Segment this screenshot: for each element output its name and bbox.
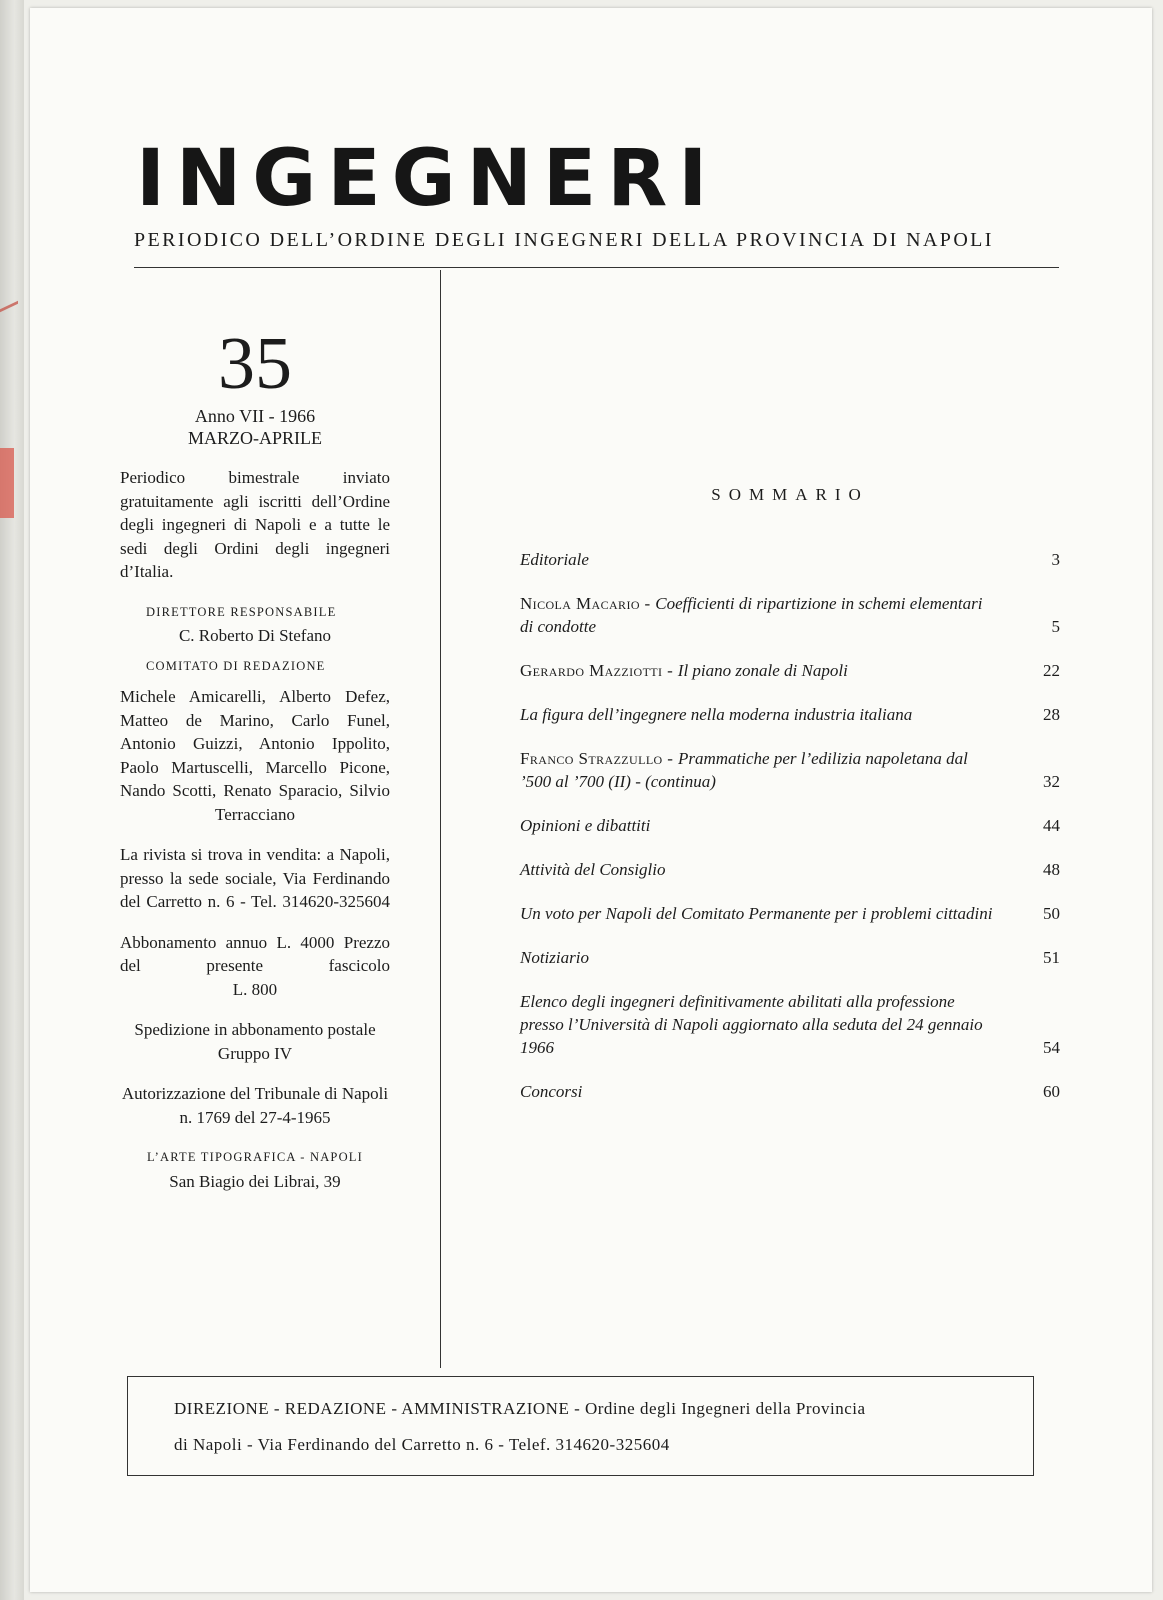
printer-label: L’ARTE TIPOGRAFICA - NAPOLI xyxy=(146,1150,364,1164)
toc-entry[interactable] xyxy=(520,902,1060,925)
toc-entry[interactable] xyxy=(520,946,1060,969)
toc-page-number: 60 xyxy=(1043,1082,1060,1101)
toc-entry[interactable] xyxy=(520,548,1060,571)
sale-info: La rivista si trova in vendita: a Napoli, presso la sede sociale, Via Ferdinando del Carretto n. 6 - Tel. 314620-325604 xyxy=(120,845,390,911)
table-of-contents xyxy=(520,548,1060,1124)
toc-page-number: 50 xyxy=(1043,904,1060,923)
issue-price: L. 800 xyxy=(232,979,278,999)
footer-line-2: di Napoli - Via Ferdinando del Carretto n. 6 - Telef. 314620-325604 xyxy=(174,1435,670,1454)
footer-address-box xyxy=(127,1376,1034,1476)
toc-page-number: 48 xyxy=(1043,860,1060,879)
toc-title: La figura dell’ingegnere nella moderna industria italiana xyxy=(520,705,913,724)
sommario-heading: SOMMARIO xyxy=(711,485,869,504)
committee-members: Michele Amicarelli, Alberto Defez, Matteo de Marino, Carlo Funel, Antonio Guizzi, Antonio Ippolito, Paolo Martuscelli, Marcello Picone, Nando Scotti, Renato Sparacio, Silvio xyxy=(120,687,390,800)
toc-title: Coefficienti di ripartizione in schemi elementari di condotte xyxy=(520,594,983,636)
toc-entry[interactable] xyxy=(520,659,1060,682)
toc-page-number: 28 xyxy=(1043,705,1060,724)
toc-title: Il piano zonale di Napoli xyxy=(677,661,848,680)
subscription-info: Abbonamento annuo L. 4000 Prezzo del presente fascicolo xyxy=(120,932,390,975)
masthead-title: INGEGNERI xyxy=(136,134,719,224)
postal-info: Spedizione in abbonamento postale Gruppo IV xyxy=(134,1020,376,1063)
header-divider xyxy=(134,267,1059,268)
toc-title: Concorsi xyxy=(520,1082,583,1101)
director-name: C. Roberto Di Stefano xyxy=(178,626,332,645)
toc-entry[interactable] xyxy=(520,703,1060,726)
printer-address: San Biagio dei Librai, 39 xyxy=(169,1171,341,1191)
committee-last-member: Terracciano xyxy=(215,804,295,824)
toc-page-number: 44 xyxy=(1043,816,1060,835)
toc-page-number: 32 xyxy=(1043,772,1060,791)
issue-number: 35 xyxy=(218,323,292,405)
toc-title: Editoriale xyxy=(520,550,589,569)
toc-author: Gerardo Mazziotti - xyxy=(520,661,678,680)
toc-entry[interactable] xyxy=(520,814,1060,837)
binding-spine xyxy=(0,0,24,1600)
footer-line-1: DIREZIONE - REDAZIONE - AMMINISTRAZIONE - Ordine degli Ingegneri della Provincia xyxy=(174,1399,866,1418)
toc-entry[interactable] xyxy=(520,592,1060,638)
spine-mark xyxy=(0,301,18,352)
toc-page-number: 54 xyxy=(1043,1038,1060,1057)
toc-title: Notiziario xyxy=(520,948,589,967)
toc-entry[interactable] xyxy=(520,858,1060,881)
column-divider xyxy=(440,270,441,1368)
toc-title: Attività del Consiglio xyxy=(520,860,666,879)
toc-author: Nicola Macario - xyxy=(520,594,656,613)
issue-year: Anno VII - 1966 xyxy=(194,406,316,426)
toc-page-number: 5 xyxy=(1051,617,1060,636)
toc-entry[interactable] xyxy=(520,1080,1060,1103)
toc-title: Un voto per Napoli del Comitato Permanente per i problemi cittadini xyxy=(520,904,993,923)
toc-title: Prammatiche per l’edilizia napoletana dal ’500 al ’700 (II) - (continua) xyxy=(520,749,968,791)
authorization-info: Autorizzazione del Tribunale di Napoli n. 1769 del 27-4-1965 xyxy=(121,1084,389,1127)
toc-title: Opinioni e dibattiti xyxy=(520,816,651,835)
toc-page-number: 3 xyxy=(1051,550,1060,569)
colophon-column xyxy=(120,325,390,1193)
toc-page-number: 22 xyxy=(1043,661,1060,680)
toc-entry[interactable] xyxy=(520,990,1060,1059)
toc-entry[interactable] xyxy=(520,747,1060,793)
spine-mark-red xyxy=(0,448,14,518)
toc-page-number: 51 xyxy=(1043,948,1060,967)
toc-author: Franco Strazzullo - xyxy=(520,749,678,768)
periodical-description: Periodico bimestrale inviato gratuitamente agli iscritti dell’Ordine degli ingegneri di Napoli e a tutte le sedi degli Ordini degli ingegneri d’Italia. xyxy=(120,468,390,581)
director-label: DIRETTORE RESPONSABILE xyxy=(146,604,337,619)
issue-months: MARZO-APRILE xyxy=(188,428,322,448)
toc-title: Elenco degli ingegneri definitivamente abilitati alla professione presso l’Università di Napoli aggiornato alla seduta del 24 gennaio 1966 xyxy=(520,992,983,1057)
masthead-subtitle: PERIODICO DELL’ORDINE DEGLI INGEGNERI DELLA PROVINCIA DI NAPOLI xyxy=(134,229,994,251)
committee-label: COMITATO DI REDAZIONE xyxy=(146,658,326,673)
